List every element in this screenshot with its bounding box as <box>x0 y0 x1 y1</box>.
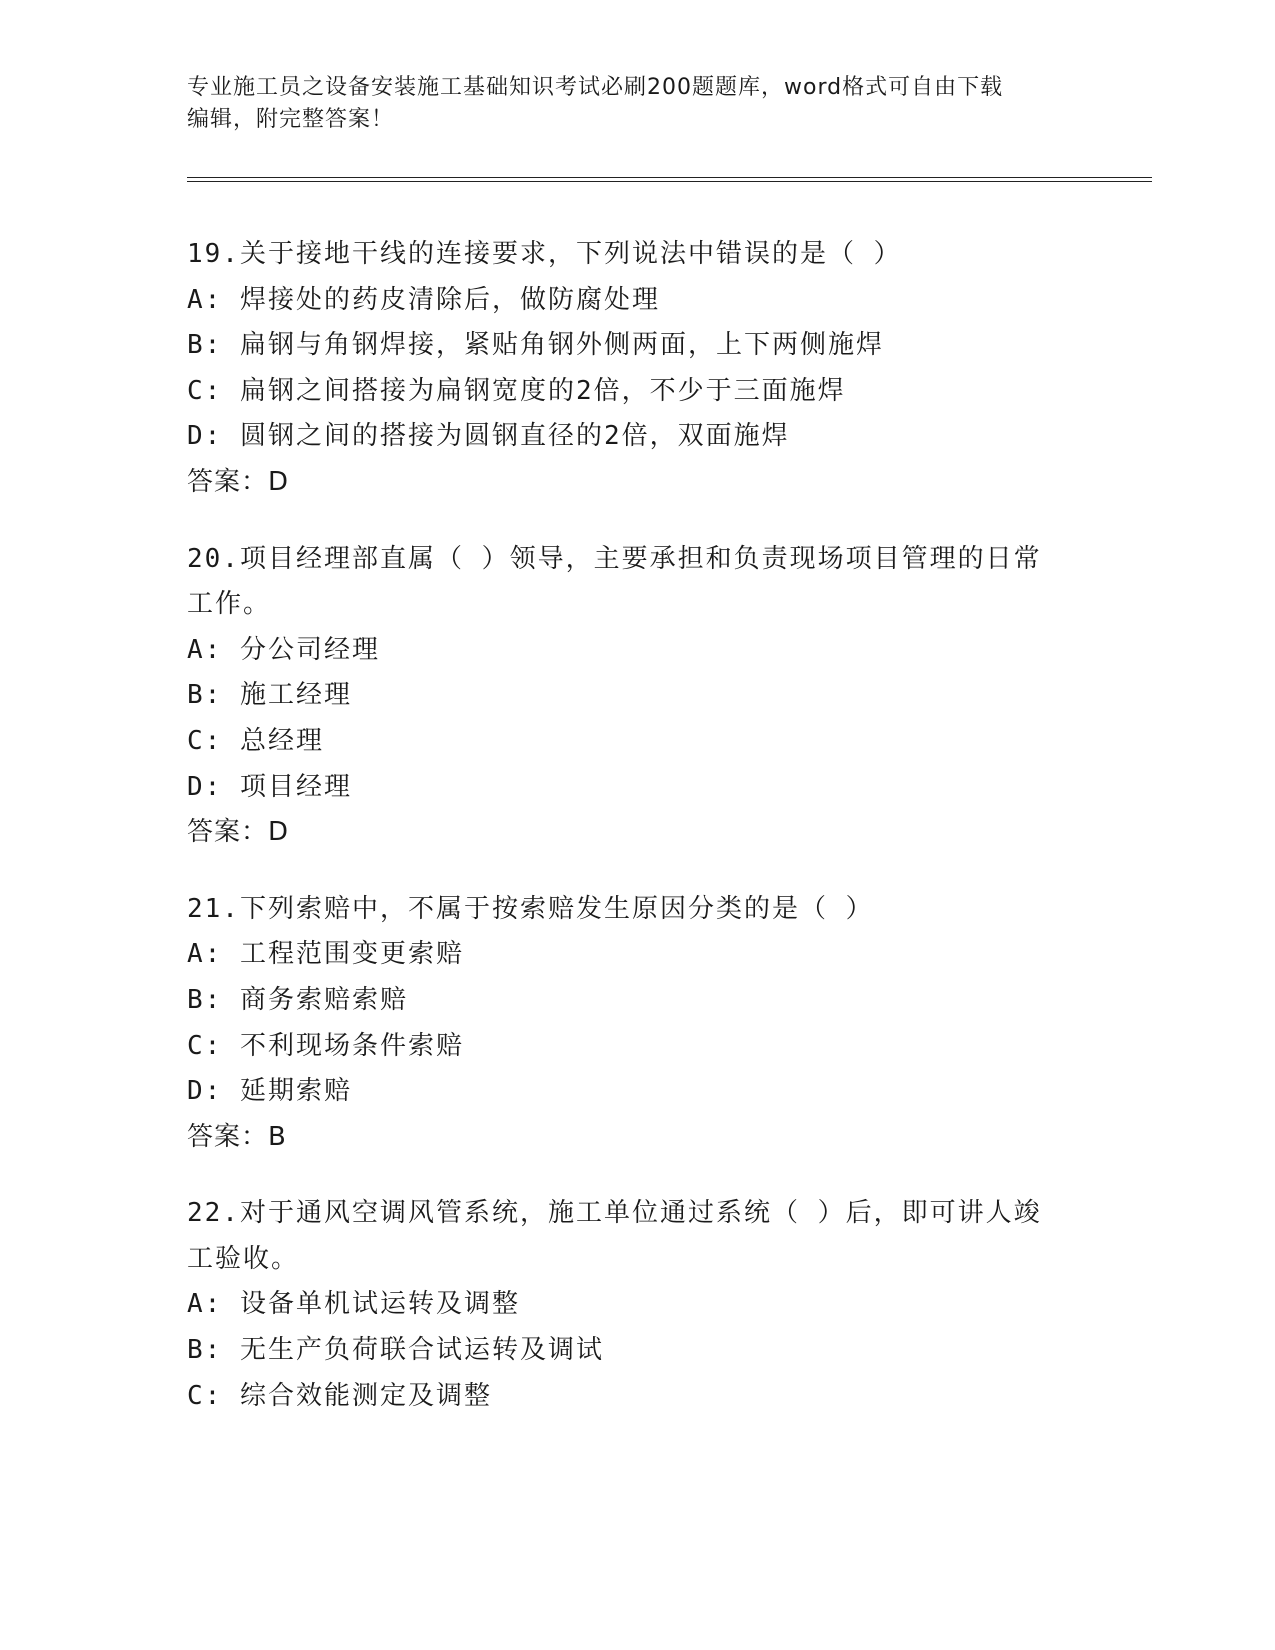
option-c: C: 总经理 <box>187 725 324 756</box>
question-21 <box>187 887 1087 1161</box>
option-c: C: 扁钢之间搭接为扁钢宽度的2倍，不少于三面施焊 <box>187 375 846 406</box>
question-list <box>187 232 1087 1450</box>
question-stem: 21.下列索赔中，不属于按索赔发生原因分类的是（ ） <box>187 893 874 924</box>
option-a: A: 分公司经理 <box>187 634 380 665</box>
option-d: D: 圆钢之间的搭接为圆钢直径的2倍，双面施焊 <box>187 421 790 452</box>
option-a: A: 设备单机试运转及调整 <box>187 1289 520 1320</box>
question-stem-continued: 工验收。 <box>187 1243 300 1274</box>
header-divider <box>187 177 1152 182</box>
option-a: A: 工程范围变更索赔 <box>187 939 464 970</box>
question-20 <box>187 537 1087 856</box>
question-stem: 22.对于通风空调风管系统，施工单位通过系统（ ）后，即可讲人竣 <box>187 1198 1042 1229</box>
option-c: C: 综合效能测定及调整 <box>187 1380 492 1411</box>
option-b: B: 扁钢与角钢焊接，紧贴角钢外侧两面，上下两侧施焊 <box>187 330 884 361</box>
option-d: D: 延期索赔 <box>187 1076 352 1107</box>
question-stem-continued: 工作。 <box>187 589 272 620</box>
option-d: D: 项目经理 <box>187 771 352 802</box>
question-19 <box>187 232 1087 506</box>
answer-label: 答案：B <box>187 1121 287 1152</box>
page-header <box>187 72 1087 136</box>
option-b: B: 商务索赔索赔 <box>187 984 408 1015</box>
question-stem: 19.关于接地干线的连接要求，下列说法中错误的是（ ） <box>187 239 902 269</box>
option-b: B: 无生产负荷联合试运转及调试 <box>187 1335 604 1366</box>
question-22 <box>187 1191 1087 1419</box>
question-stem: 20.项目经理部直属（ ）领导，主要承担和负责现场项目管理的日常 <box>187 543 1042 574</box>
header-line-2: 编辑，附完整答案！ <box>187 107 395 132</box>
header-line-1: 专业施工员之设备安装施工基础知识考试必刷200题题库，word格式可自由下载 <box>187 75 1004 100</box>
answer-label: 答案：D <box>187 817 290 848</box>
option-b: B: 施工经理 <box>187 680 352 711</box>
option-c: C: 不利现场条件索赔 <box>187 1030 464 1061</box>
answer-label: 答案：D <box>187 466 290 497</box>
option-a: A: 焊接处的药皮清除后，做防腐处理 <box>187 284 660 315</box>
